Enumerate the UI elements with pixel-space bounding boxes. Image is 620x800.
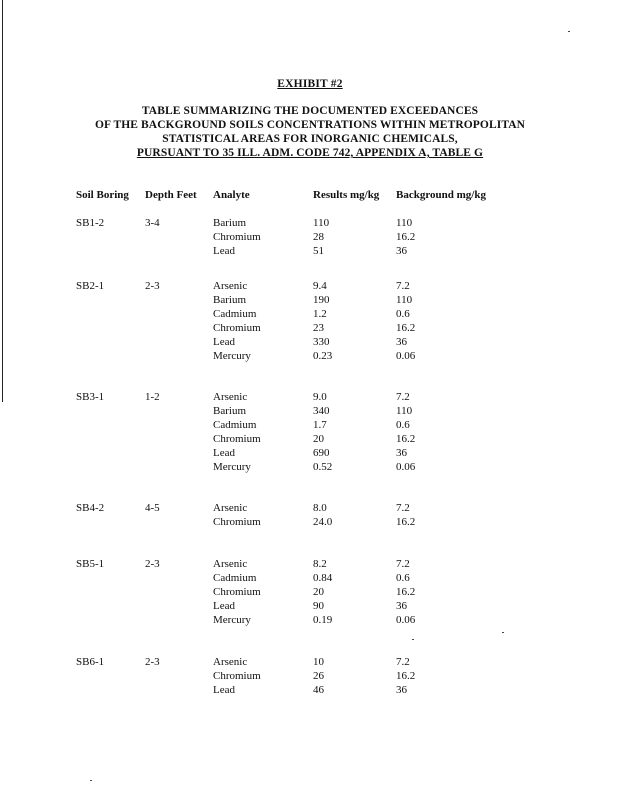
header-analyte: Analyte bbox=[213, 189, 250, 201]
result-value: 690 bbox=[313, 447, 330, 459]
analyte-name: Chromium bbox=[213, 586, 261, 598]
depth-value: 2-3 bbox=[145, 558, 160, 570]
result-value: 330 bbox=[313, 336, 330, 348]
soil-boring-id: SB3-1 bbox=[76, 391, 105, 403]
background-value: 7.2 bbox=[396, 280, 410, 292]
background-value: 36 bbox=[396, 684, 407, 696]
background-value: 16.2 bbox=[396, 586, 416, 598]
result-value: 8.0 bbox=[313, 502, 327, 514]
exhibit-number: EXHIBIT #2 bbox=[277, 78, 343, 90]
soil-boring-id: SB5-1 bbox=[76, 558, 105, 570]
background-value: 7.2 bbox=[396, 502, 410, 514]
analyte-name: Mercury bbox=[213, 461, 251, 473]
background-value: 16.2 bbox=[396, 516, 416, 528]
result-value: 46 bbox=[313, 684, 324, 696]
analyte-name: Lead bbox=[213, 336, 235, 348]
analyte-name: Barium bbox=[213, 217, 246, 229]
soil-boring-id: SB1-2 bbox=[76, 217, 105, 229]
background-value: 16.2 bbox=[396, 322, 416, 334]
result-value: 9.4 bbox=[313, 280, 327, 292]
scan-speck bbox=[502, 632, 504, 633]
analyte-name: Lead bbox=[213, 684, 235, 696]
header-soil-boring: Soil Boring bbox=[76, 189, 129, 201]
result-value: 1.7 bbox=[313, 419, 327, 431]
analyte-name: Mercury bbox=[213, 614, 251, 626]
analyte-name: Arsenic bbox=[213, 502, 248, 514]
depth-value: 3-4 bbox=[145, 217, 160, 229]
document-title bbox=[0, 104, 620, 160]
analyte-name: Chromium bbox=[213, 231, 261, 243]
analyte-name: Barium bbox=[213, 294, 246, 306]
background-value: 16.2 bbox=[396, 231, 416, 243]
analyte-name: Mercury bbox=[213, 350, 251, 362]
background-value: 36 bbox=[396, 447, 407, 459]
result-value: 8.2 bbox=[313, 558, 327, 570]
header-background: Background mg/kg bbox=[396, 189, 486, 201]
soil-boring-id: SB2-1 bbox=[76, 280, 105, 292]
result-value: 1.2 bbox=[313, 308, 327, 320]
depth-value: 2-3 bbox=[145, 656, 160, 668]
result-value: 190 bbox=[313, 294, 330, 306]
result-value: 20 bbox=[313, 433, 324, 445]
result-value: 51 bbox=[313, 245, 324, 257]
analyte-name: Arsenic bbox=[213, 391, 248, 403]
title-line: OF THE BACKGROUND SOILS CONCENTRATIONS WITHIN METROPOLITAN bbox=[94, 119, 526, 131]
result-value: 9.0 bbox=[313, 391, 327, 403]
soil-boring-id: SB6-1 bbox=[76, 656, 105, 668]
depth-value: 2-3 bbox=[145, 280, 160, 292]
soil-boring-id: SB4-2 bbox=[76, 502, 105, 514]
result-value: 26 bbox=[313, 670, 324, 682]
result-value: 90 bbox=[313, 600, 324, 612]
result-value: 20 bbox=[313, 586, 324, 598]
analyte-name: Lead bbox=[213, 600, 235, 612]
analyte-name: Lead bbox=[213, 447, 235, 459]
analyte-name: Arsenic bbox=[213, 558, 248, 570]
title-line: STATISTICAL AREAS FOR INORGANIC CHEMICALS, bbox=[162, 133, 458, 145]
analyte-name: Arsenic bbox=[213, 656, 248, 668]
scan-speck bbox=[568, 31, 570, 32]
result-value: 110 bbox=[313, 217, 330, 229]
background-value: 0.06 bbox=[396, 461, 416, 473]
result-value: 340 bbox=[313, 405, 330, 417]
analyte-name: Chromium bbox=[213, 670, 261, 682]
analyte-name: Chromium bbox=[213, 322, 261, 334]
result-value: 23 bbox=[313, 322, 324, 334]
background-value: 0.06 bbox=[396, 614, 416, 626]
background-value: 0.6 bbox=[396, 419, 410, 431]
background-value: 0.6 bbox=[396, 308, 410, 320]
result-value: 28 bbox=[313, 231, 324, 243]
header-depth-feet: Depth Feet bbox=[145, 189, 197, 201]
background-value: 7.2 bbox=[396, 558, 410, 570]
background-value: 0.6 bbox=[396, 572, 410, 584]
depth-value: 4-5 bbox=[145, 502, 160, 514]
analyte-name: Arsenic bbox=[213, 280, 248, 292]
result-value: 0.52 bbox=[313, 461, 333, 473]
background-value: 110 bbox=[396, 294, 413, 306]
scan-speck bbox=[412, 639, 414, 640]
background-value: 36 bbox=[396, 245, 407, 257]
analyte-name: Lead bbox=[213, 245, 235, 257]
result-value: 24.0 bbox=[313, 516, 333, 528]
background-value: 7.2 bbox=[396, 656, 410, 668]
analyte-name: Cadmium bbox=[213, 308, 257, 320]
background-value: 36 bbox=[396, 600, 407, 612]
result-value: 0.19 bbox=[313, 614, 333, 626]
background-value: 16.2 bbox=[396, 670, 416, 682]
header-results: Results mg/kg bbox=[313, 189, 380, 201]
background-value: 36 bbox=[396, 336, 407, 348]
analyte-name: Cadmium bbox=[213, 572, 257, 584]
analyte-name: Barium bbox=[213, 405, 246, 417]
background-value: 16.2 bbox=[396, 433, 416, 445]
background-value: 110 bbox=[396, 217, 413, 229]
background-value: 7.2 bbox=[396, 391, 410, 403]
analyte-name: Chromium bbox=[213, 516, 261, 528]
result-value: 0.84 bbox=[313, 572, 333, 584]
background-value: 110 bbox=[396, 405, 413, 417]
left-margin-line bbox=[2, 0, 3, 402]
result-value: 10 bbox=[313, 656, 324, 668]
analyte-name: Chromium bbox=[213, 433, 261, 445]
analyte-name: Cadmium bbox=[213, 419, 257, 431]
result-value: 0.23 bbox=[313, 350, 333, 362]
depth-value: 1-2 bbox=[145, 391, 160, 403]
title-line: TABLE SUMMARIZING THE DOCUMENTED EXCEEDANCES bbox=[141, 105, 479, 117]
title-line-underlined: PURSUANT TO 35 ILL. ADM. CODE 742, APPENDIX A, TABLE G bbox=[136, 147, 484, 159]
scan-speck bbox=[90, 780, 92, 781]
background-value: 0.06 bbox=[396, 350, 416, 362]
